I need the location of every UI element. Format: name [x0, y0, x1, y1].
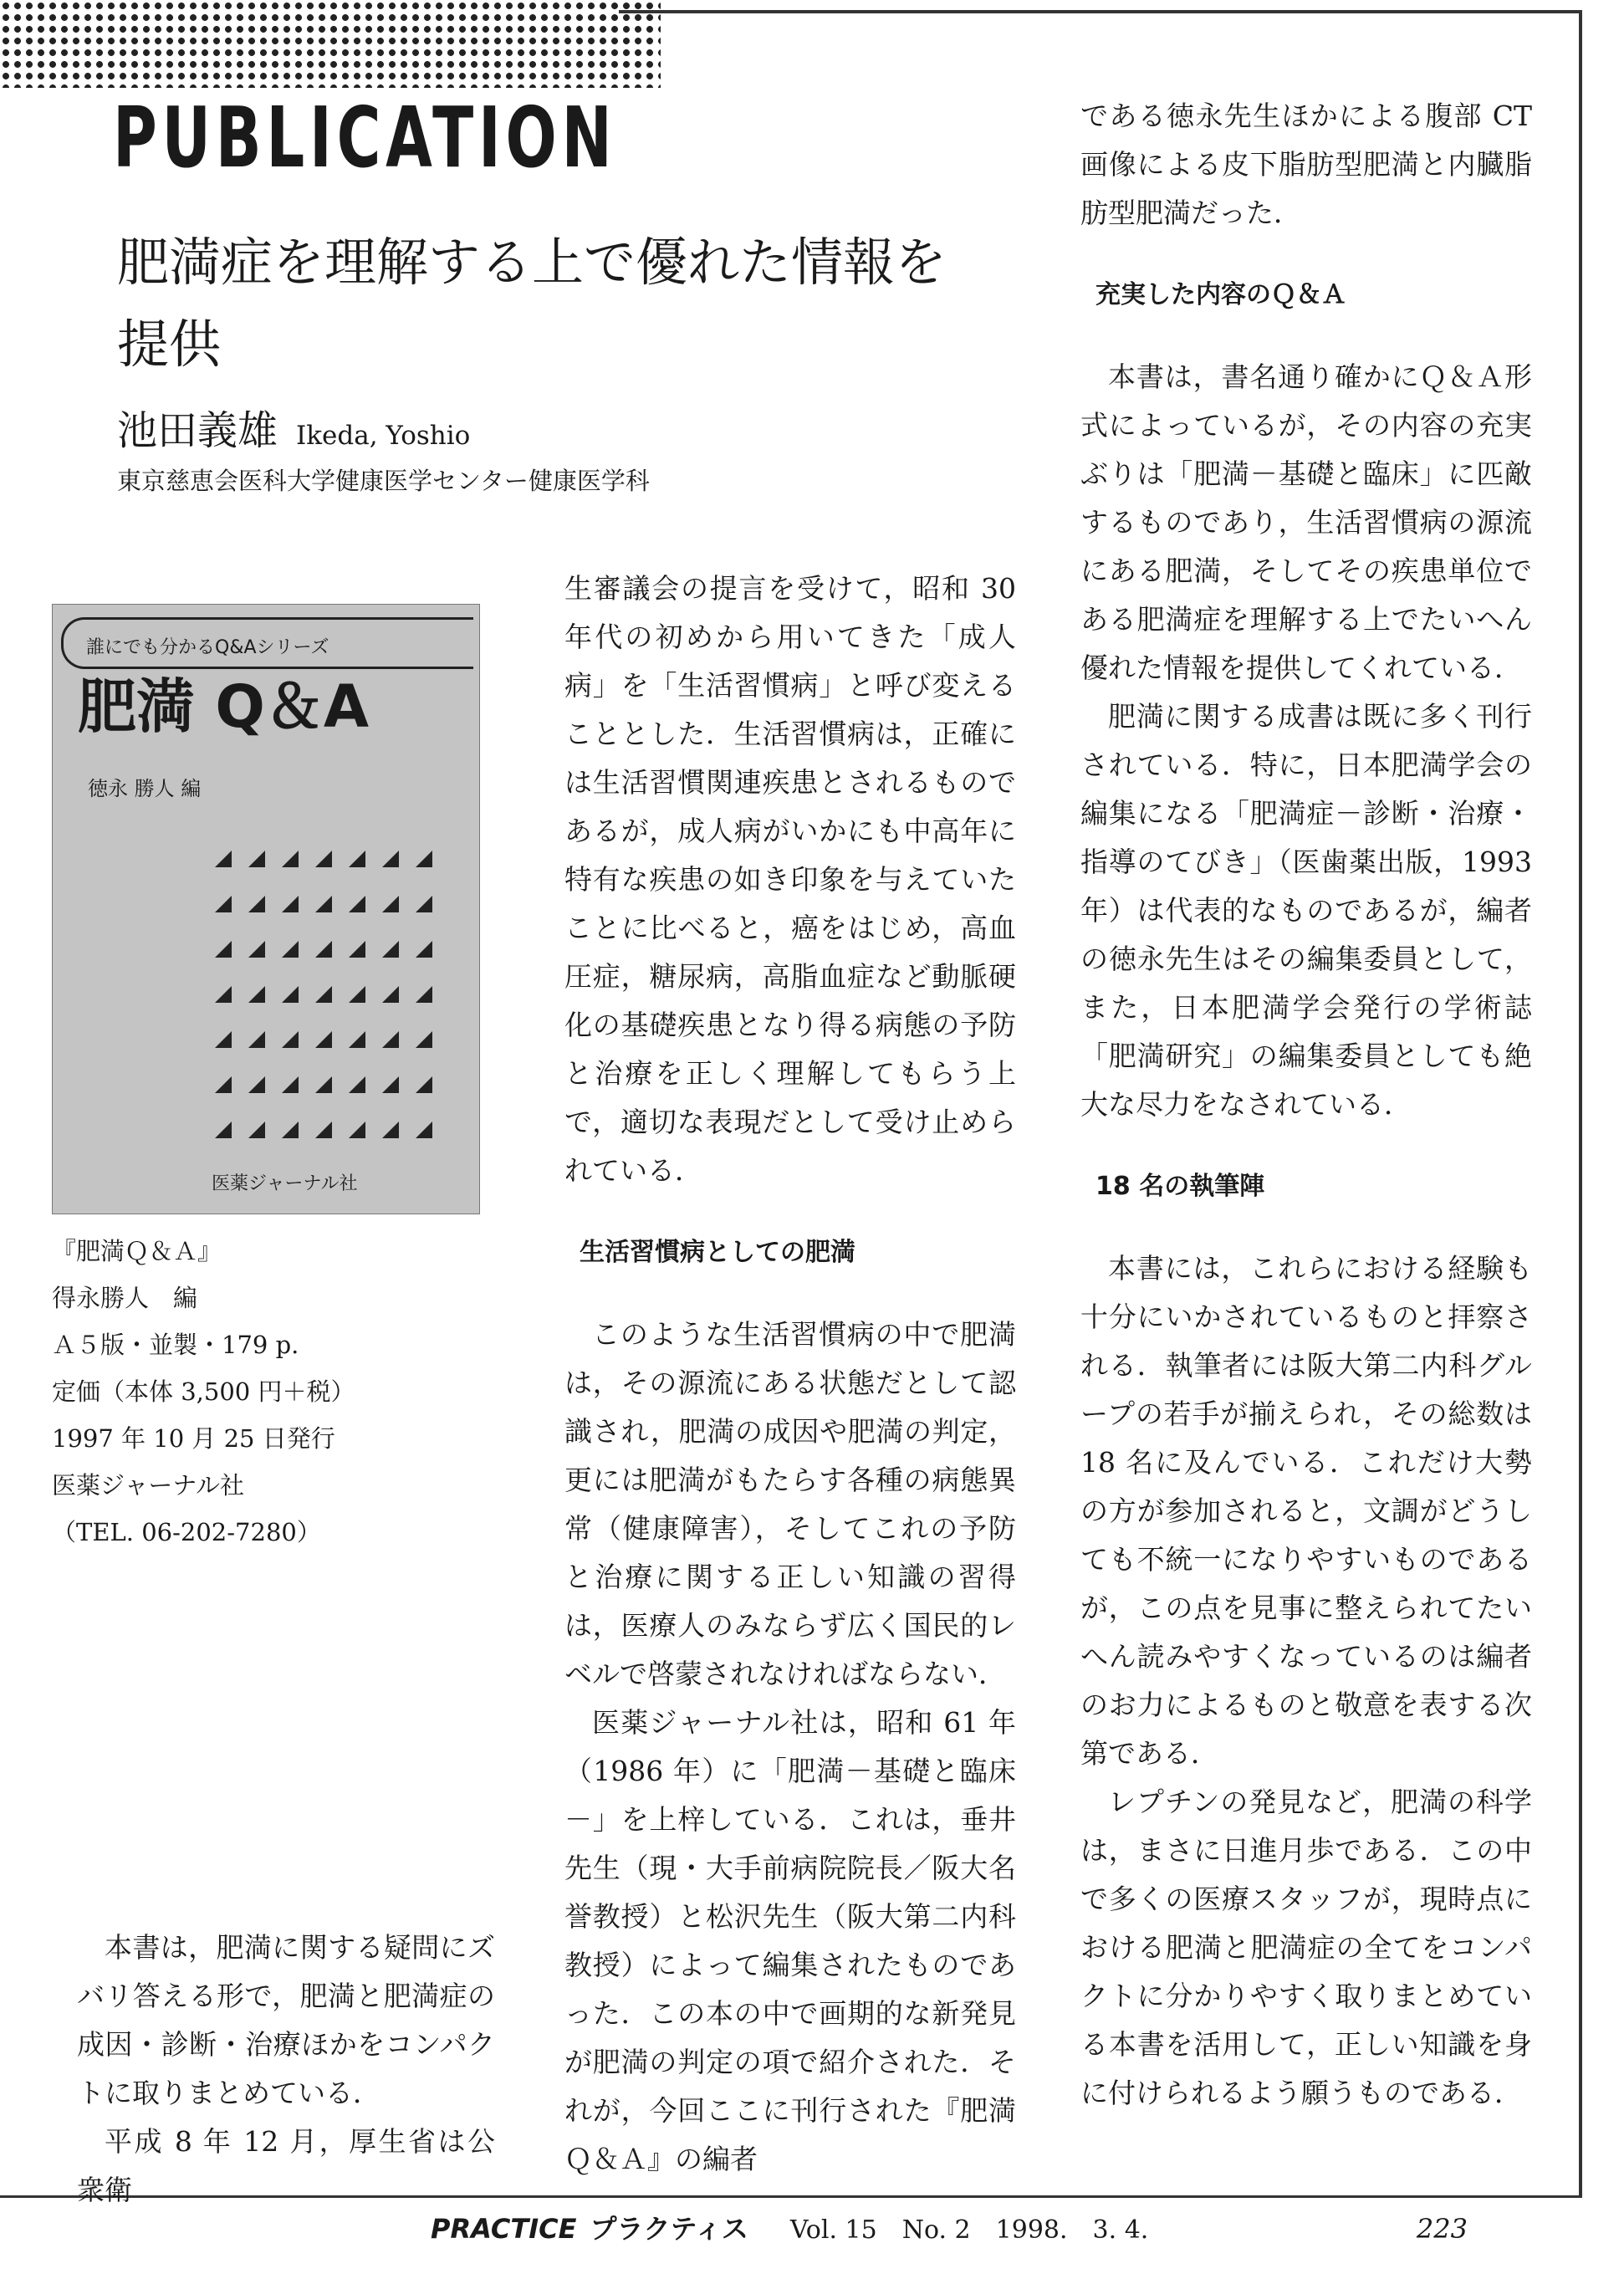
cover-triangle-icon [315, 941, 332, 958]
cover-triangle-icon [315, 1076, 332, 1093]
cover-triangle-icon [349, 1122, 365, 1138]
cover-triangle-icon [215, 986, 232, 1003]
cover-triangle-icon [215, 941, 232, 958]
title-line-1: 肥満症を理解する上で優れた情報を [117, 232, 947, 293]
cover-triangle-icon [416, 941, 432, 958]
cover-triangle-icon [282, 986, 299, 1003]
body-column-3 [1080, 92, 1532, 2118]
cover-triangle-icon [282, 1031, 299, 1048]
paragraph: 医薬ジャーナル社は，昭和 61 年（1986 年）に「肥満－基礎と臨床－」を上梓している．これは，垂井先生（現・大手前病院院長／阪大名誉教授）と松沢先生（阪大第二内科教授）によって編集されたものであった．この本の中で画期的な新発見が肥満の判定の項で紹介された．それが，今回ここに刊行された『肥満Ｑ＆Ａ』の編者 [564, 1706, 1016, 2175]
cover-triangle-icon [382, 1122, 399, 1138]
cover-triangle-icon [315, 986, 332, 1003]
article-title [117, 222, 1045, 386]
section-heading: 生活習慣病としての肥満 [580, 1238, 855, 1267]
paragraph: 本書には，これらにおける経験も十分にいかされているものと拝察される．執筆者には阪大第二内科グループの若手が揃えられ，その総数は 18 名に及んでいる．これだけ大勢の方が参加されると，文調がどうしても不統一になりやすいものであるが，この点を見事に整えられてたいへん読みやすくなっているのは編者のお力によるものと敬意を表する次第である． [1080, 1252, 1532, 1770]
cover-triangle-icon [215, 1076, 232, 1093]
author-affiliation: 東京慈恵会医科大学健康医学センター健康医学科 [117, 467, 650, 495]
cover-triangle-icon [248, 986, 265, 1003]
cover-triangle-icon [248, 896, 265, 912]
section-heading: 18 名の執筆陣 [1095, 1172, 1265, 1201]
paragraph: レプチンの発見など，肥満の科学は，まさに日進月歩である．この中で多くの医療スタッフが，現時点における肥満と肥満症の全てをコンパクトに分かりやすく取りまとめている本書を活用して，正しい知識を身に付けられるよう願うものである． [1080, 1786, 1532, 2109]
right-rule [1579, 10, 1582, 2197]
cover-triangle-icon [382, 1031, 399, 1048]
page-footer [431, 2208, 1518, 2250]
cover-triangle-icon [215, 896, 232, 912]
cover-triangle-icon [215, 1031, 232, 1048]
book-info-format: Ａ５版・並製・179 p. [52, 1331, 299, 1359]
cover-triangle-icon [349, 851, 365, 867]
cover-triangle-icon [382, 986, 399, 1003]
cover-triangle-icon [282, 851, 299, 867]
cover-triangle-icon [349, 986, 365, 1003]
cover-triangle-icon [382, 896, 399, 912]
book-info-date: 1997 年 10 月 25 日発行 [52, 1424, 335, 1453]
section-heading: 充実した内容のＱ＆Ａ [1095, 280, 1346, 309]
cover-triangle-icon [248, 1076, 265, 1093]
page-number: 223 [1416, 2213, 1468, 2245]
cover-editor: 徳永 勝人 編 [88, 777, 202, 800]
book-info-publisher: 医薬ジャーナル社 [52, 1471, 244, 1500]
cover-triangle-icon [382, 851, 399, 867]
book-info-price: 定価（本体 3,500 円＋税） [52, 1377, 355, 1406]
cover-triangle-icon [282, 1076, 299, 1093]
cover-triangle-icon [282, 1122, 299, 1138]
author [117, 406, 470, 461]
paragraph: このような生活習慣病の中で肥満は，その源流にある状態だとして認識され，肥満の成因や肥満の判定，更には肥満がもたらす各種の病態異常（健康障害），そしてこれの予防と治療に関する正しい知識の習得は，医療人のみならず広く国民的レベルで啓蒙されなければならない． [564, 1318, 1016, 1690]
cover-triangle-icon [382, 941, 399, 958]
author-name-en: Ikeda, Yoshio [296, 421, 471, 451]
cover-triangle-icon [349, 1076, 365, 1093]
body-column-2 [564, 565, 1016, 2184]
cover-triangle-icon [416, 1122, 432, 1138]
cover-triangle-icon [215, 1122, 232, 1138]
cover-triangle-icon [248, 1122, 265, 1138]
cover-triangle-icon [349, 896, 365, 912]
cover-triangle-icon [248, 941, 265, 958]
journal-brand: PRACTICE [431, 2213, 577, 2245]
cover-publisher: 医薬ジャーナル社 [212, 1173, 358, 1194]
cover-triangle-icon [315, 1122, 332, 1138]
cover-triangle-icon [248, 851, 265, 867]
book-info-tel: （TEL. 06-202-7280） [52, 1518, 321, 1546]
book-info [52, 1228, 520, 1556]
book-cover-image [52, 604, 480, 1214]
cover-triangle-icon [382, 1076, 399, 1093]
volume-info: Vol. 15 No. 2 1998. 3. 4. [789, 2215, 1149, 2245]
paragraph: 本書は，書名通り確かにＱ＆Ａ形式によっているが，その内容の充実ぶりは「肥満－基礎と臨床」に匹敵するものであり，生活習慣病の源流にある肥満，そしてその疾患単位である肥満症を理解する上でたいへん優れた情報を提供してくれている． [1080, 360, 1532, 684]
journal-brand-jp: プラクティス [590, 2213, 748, 2245]
author-name-jp: 池田義雄 [117, 407, 278, 454]
cover-triangle-icon [416, 851, 432, 867]
halftone-dot-band [0, 0, 661, 88]
paragraph: である徳永先生ほかによる腹部 CT 画像による皮下脂肪型肥満と内臓脂肪型肥満だった． [1080, 100, 1532, 229]
cover-triangle-icon [315, 896, 332, 912]
cover-triangle-icon [282, 896, 299, 912]
cover-triangle-icon [349, 1031, 365, 1048]
cover-series-text: 誰にでも分かるQ&Aシリーズ [86, 637, 329, 658]
cover-triangle-icon [315, 851, 332, 867]
book-info-title: 『肥満Ｑ＆Ａ』 [52, 1237, 222, 1265]
cover-triangle-icon [215, 851, 232, 867]
cover-title: 肥満 Q＆A [78, 672, 370, 741]
cover-triangle-icon [416, 986, 432, 1003]
cover-triangle-icon [416, 896, 432, 912]
cover-triangle-icon [416, 1031, 432, 1048]
cover-triangle-icon [248, 1031, 265, 1048]
cover-triangle-icon [349, 941, 365, 958]
cover-triangle-icon [315, 1031, 332, 1048]
cover-triangle-icon [416, 1076, 432, 1093]
paragraph: 本書は，肥満に関する疑問にズバリ答える形で，肥満と肥満症の成因・診断・治療ほかをコンパクトに取りまとめている． [77, 1931, 495, 2109]
cover-triangle-pattern [212, 847, 454, 1173]
paragraph: 平成 8 年 12 月，厚生省は公衆衛 [77, 2125, 495, 2206]
book-info-editor: 得永勝人 編 [52, 1284, 198, 1312]
title-line-2: 提供 [117, 314, 222, 375]
paragraph: 肥満に関する成書は既に多く刊行されている．特に，日本肥満学会の編集になる「肥満症－診断・治療・指導のてびき」（医歯薬出版，1993 年）は代表的なものであるが，編者の徳永先生はその編集委員として，また，日本肥満学会発行の学術誌「肥満研究」の編集委員としても絶大な尽力をなされている． [1080, 700, 1532, 1121]
top-rule [619, 10, 1581, 13]
section-label: PUBLICATION [113, 89, 617, 187]
body-column-1 [77, 1924, 495, 2215]
cover-triangle-icon [282, 941, 299, 958]
paragraph: 生審議会の提言を受けて，昭和 30 年代の初めから用いてきた「成人病」を「生活習慣病」と呼び変えることとした．生活習慣病は，正確には生活習慣関連疾患とされるものであるが，成人病がいかにも中高年に特有な疾患の如き印象を与えていたことに比べると，癌をはじめ，高血圧症，糖尿病，高脂血症など動脈硬化の基礎疾患となり得る病態の予防と治療を正しく理解してもらう上で，適切な表現だとして受け止められている． [564, 572, 1016, 1187]
